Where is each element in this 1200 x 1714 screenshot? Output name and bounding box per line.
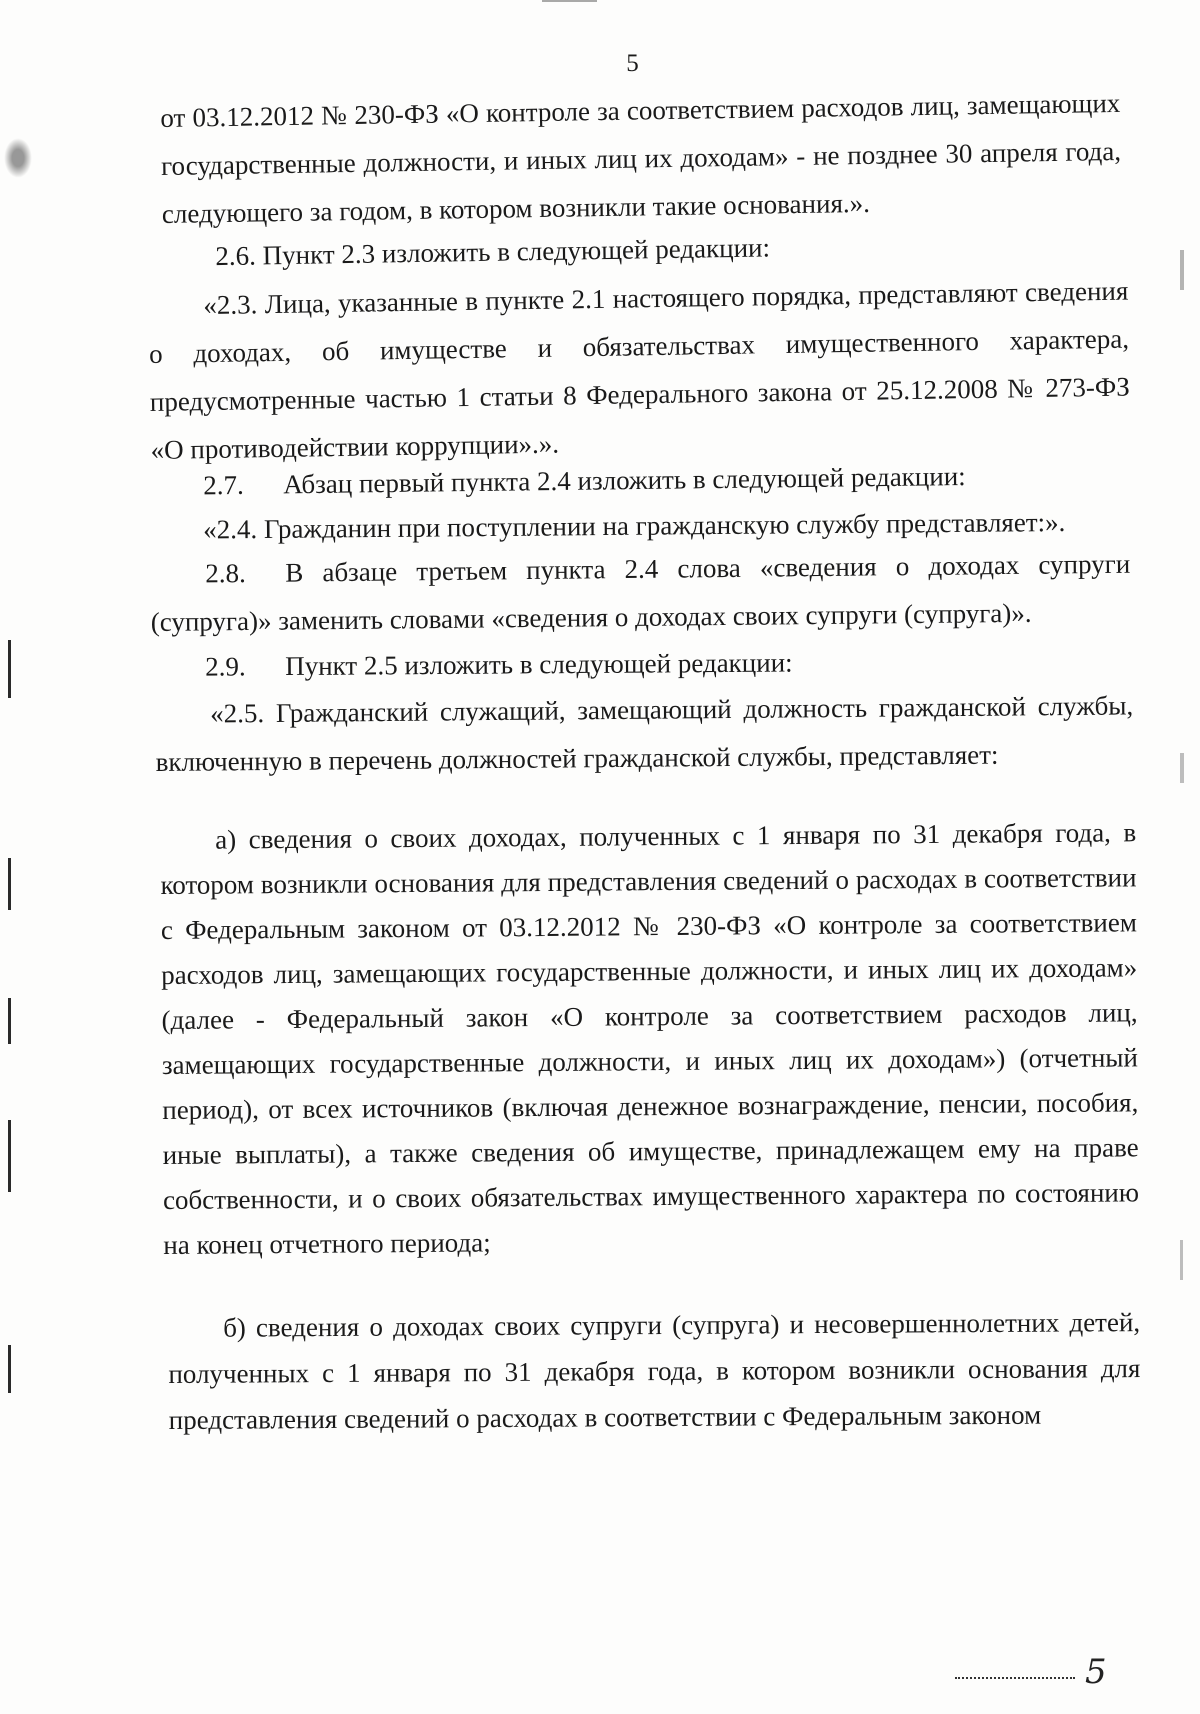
paragraph-text: «2.5. Гражданский служащий, замещающий должность гражданской службы, включенную в перечень должностей гражданской службы, представляет: (155, 690, 1134, 777)
item-text: Пункт 2.5 изложить в следующей редакции: (285, 647, 793, 682)
paragraph-text (150, 540, 1131, 646)
scan-artifact-left-bar-1 (8, 640, 11, 698)
paragraph-text: «2.3. Лица, указанные в пункте 2.1 настоящего порядка, представляют сведения о доходах, об имуществе и обязательствах имущественного характера, предусмотренные частью 1 статьи 8 Федерального закона от 25.12.2008 № 273-ФЗ «О противодействии коррупции».». (148, 275, 1130, 465)
page-number: 5 (626, 50, 639, 77)
scan-artifact-right-1 (1180, 250, 1184, 290)
footer-handwritten-number: 5 (1085, 1652, 1107, 1692)
item-number: 2.8. (205, 557, 246, 589)
paragraph-2-5 (155, 681, 1134, 786)
paragraph-text: «2.4. Гражданин при поступлении на гражданскую службу представляет:». (203, 506, 1066, 545)
item-number: 2.9. (205, 651, 246, 682)
paragraph-text: 2.6. Пункт 2.3 изложить в следующей редакции: (215, 232, 771, 272)
scan-artifact-top (542, 0, 597, 2)
scan-artifact-left-bar-5 (8, 1345, 11, 1393)
paragraph-a (160, 810, 1140, 1268)
paragraph-2-8 (150, 540, 1131, 646)
paragraph-text: а) сведения о своих доходах, полученных с 1 января по 31 декабря года, в котором возникли основания для представления сведений о расходах в соответствии с Федеральным законом от 03.12.2012 № 230-ФЗ «О контроле за соответствием расходов лиц, замещающих государственные должности, и иных лиц их доходам» (далее - Федеральный закон «О контроле за соответствием расходов лиц, замещающих государственные должности, и иных лиц их доходам») (отчетный период), от всех источников (включая денежное вознаграждение, пенсии, пособия, иные выплаты), а также сведения об имуществе, принадлежащем ему на праве собственности, и о своих обязательствах имущественного характера по состоянию на конец отчетного периода; (160, 817, 1140, 1260)
paragraph-b (168, 1299, 1141, 1443)
paragraph-text: б) сведения о доходах своих супруги (супруга) и несовершеннолетних детей, полученных с 1 января по 31 декабря года, в котором возникли основания для представления сведений о расходах в соответствии с Федеральным законом (168, 1307, 1141, 1435)
scan-artifact-left-bar-2 (8, 858, 11, 910)
footer-dash-line (955, 1677, 1075, 1679)
paragraph-2-3 (148, 267, 1131, 474)
scan-artifact-left-bar-3 (8, 998, 11, 1044)
scan-artifact-left-top (4, 138, 32, 178)
paragraph-continuation (160, 79, 1122, 238)
paragraph-text: от 03.12.2012 № 230-ФЗ «О контроле за соответствием расходов лиц, замещающих государственные должности, и иных лиц их доходам» - не позднее 30 апреля года, следующего за годом, в котором возникли такие основания.». (160, 87, 1122, 229)
footer-page-mark (955, 1652, 1145, 1692)
item-text: В абзаце третьем пункта 2.4 слова «сведения о доходах супруги (супруга)» заменить словами «сведения о доходах своих супруги (супруга)». (150, 548, 1131, 637)
item-text: Абзац первый пункта 2.4 изложить в следующей редакции: (283, 461, 966, 500)
scan-artifact-right-2 (1180, 753, 1184, 783)
scan-artifact-right-3 (1180, 1240, 1183, 1280)
item-number: 2.7. (203, 469, 244, 501)
scan-artifact-left-bar-4 (8, 1120, 11, 1192)
